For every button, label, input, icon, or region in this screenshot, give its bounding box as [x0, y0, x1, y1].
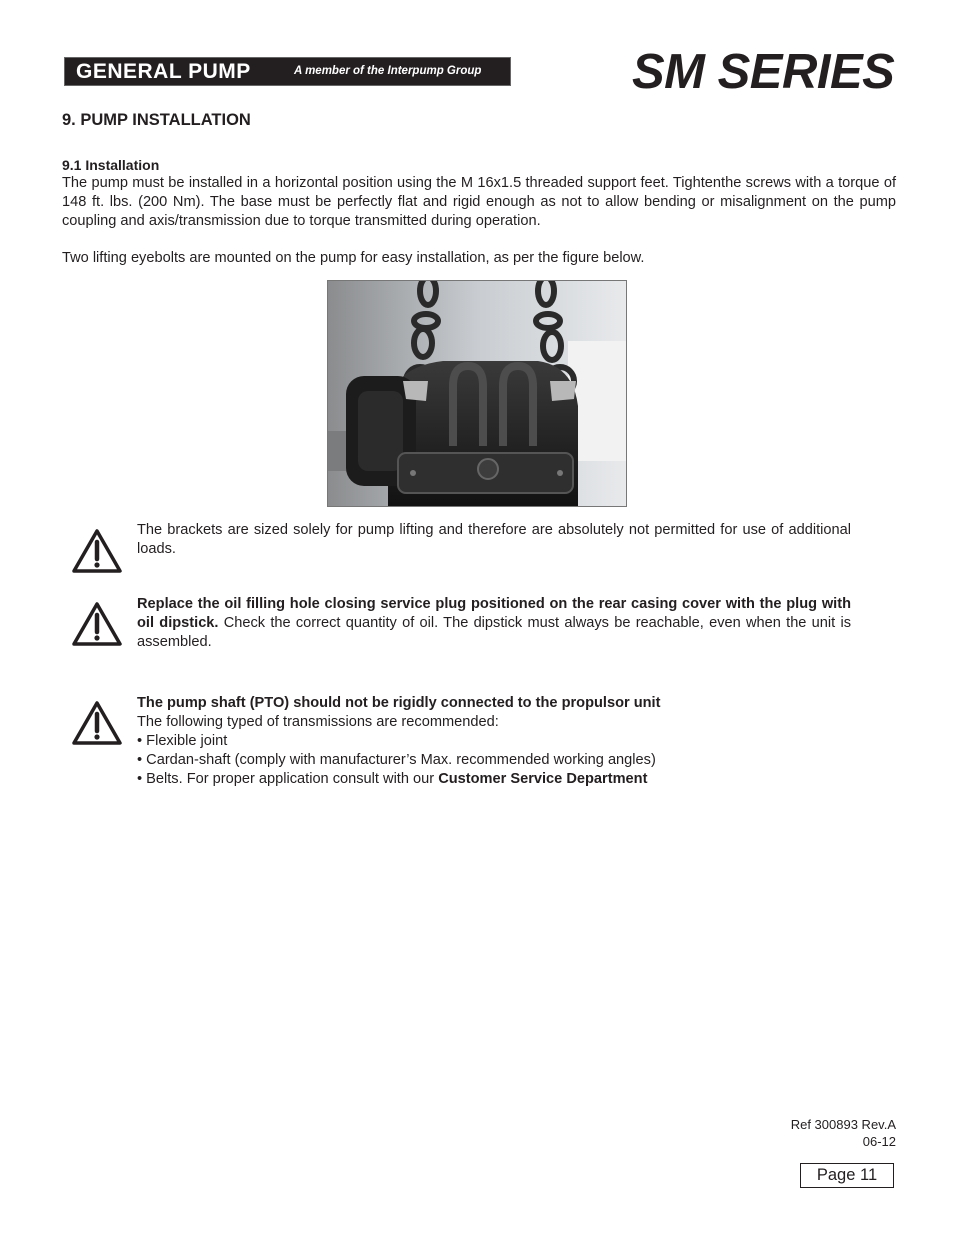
- warning-shaft-intro: The following typed of transmissions are recommended:: [137, 714, 499, 730]
- pump-lifting-photo: [327, 280, 627, 507]
- ref-date: 06-12: [862, 1134, 896, 1149]
- warning-icon: [71, 601, 123, 647]
- brand-bar: [64, 57, 511, 86]
- bullet-cardan-shaft: • Cardan-shaft (comply with manufacturer’s Max. recommended working angles): [137, 752, 656, 768]
- bullet-belts-text: • Belts. For proper application consult with our: [137, 771, 439, 787]
- warning-text-brackets: The brackets are sized solely for pump lifting and therefore are absolutely not permitted for use of additional loads.: [137, 522, 851, 557]
- document-reference: [791, 1116, 896, 1150]
- bullet-belts: [137, 770, 851, 789]
- customer-service-department: Customer Service Department: [438, 771, 648, 787]
- brand-name: GENERAL PUMP: [76, 60, 251, 83]
- warning-oil-bold: Replace the oil filling hole closing service plug positioned on the rear casing cover with the plug with oil dipstick.: [137, 596, 851, 631]
- installation-paragraph: The pump must be installed in a horizontal position using the M 16x1.5 threaded support feet. Tightenthe screws with a torque of 148 ft. lbs. (200 Nm). The base must be perfectly flat and rigid enough as not to allow bending or misalignment on the pump coupling and axis/transmission due to torque transmitted during operation.: [62, 175, 896, 230]
- warning-shaft-heading: The pump shaft (PTO) should not be rigidly connected to the propulsor unit: [137, 695, 661, 711]
- eyebolts-paragraph: Two lifting eyebolts are mounted on the pump for easy installation, as per the figure below.: [62, 250, 645, 266]
- warning-icon: [71, 528, 123, 574]
- ref-number: Ref 300893 Rev.A: [790, 1117, 896, 1132]
- page-number: Page 11: [800, 1163, 894, 1188]
- warning-text-shaft: [137, 694, 851, 789]
- warning-oil-text: Check the correct quantity of oil. The dipstick must always be reachable, even when the unit is assembled.: [137, 615, 851, 650]
- bullet-flexible-joint: • Flexible joint: [137, 733, 228, 749]
- brand-tagline: A member of the Interpump Group: [294, 65, 482, 77]
- warning-icon: [71, 700, 123, 746]
- subsection-title: 9.1 Installation: [62, 157, 160, 173]
- section-title: 9. PUMP INSTALLATION: [62, 111, 251, 129]
- warning-text-oil: [137, 595, 851, 652]
- series-title: SM SERIES: [632, 45, 895, 99]
